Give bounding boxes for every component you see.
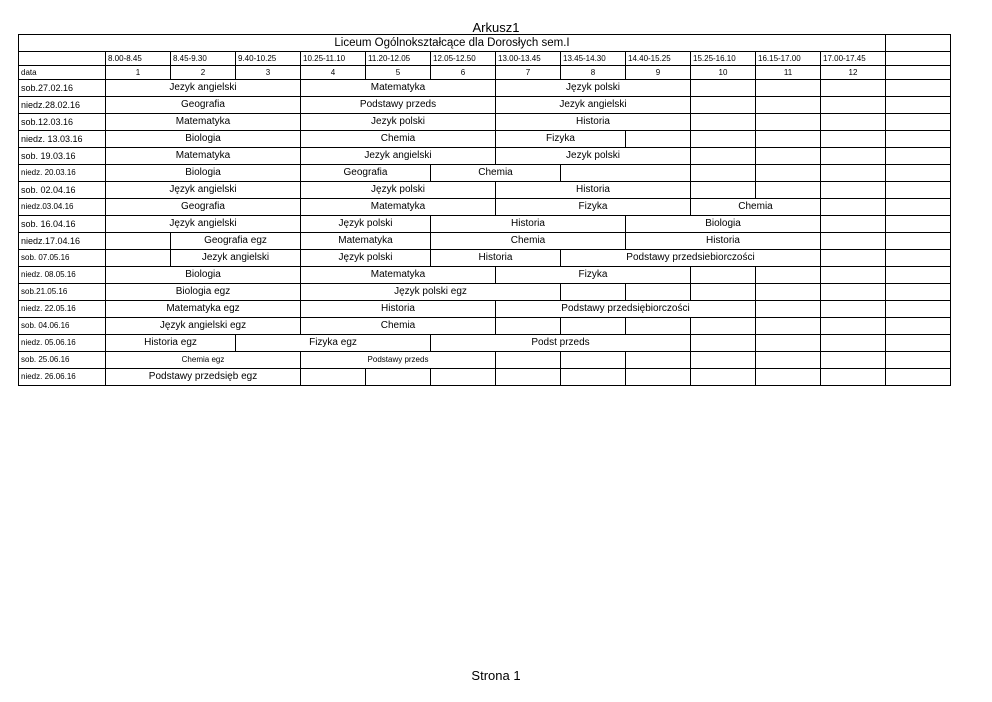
empty-cell [756,114,821,131]
empty-cell [561,318,626,335]
title-row [19,35,951,52]
empty-cell [496,352,561,369]
empty-cell [886,165,951,182]
time-slot: 10.25-11.10 [301,52,366,66]
subject-cell: Historia [431,250,561,267]
date-cell: niedz. 22.05.16 [19,301,106,318]
empty-cell [886,233,951,250]
table-row [19,114,951,131]
subject-cell: Jezyk polski [301,114,496,131]
empty-cell [886,199,951,216]
subject-cell: Jezyk polski [496,148,691,165]
table-row [19,131,951,148]
date-cell: sob. 19.03.16 [19,148,106,165]
subject-cell: Język polski [301,216,431,233]
empty-cell [626,131,691,148]
table-row [19,97,951,114]
date-cell: sob. 25.06.16 [19,352,106,369]
empty-cell [886,114,951,131]
subject-cell: Biologia egz [106,284,301,301]
table-title: Liceum Ogólnokształcące dla Dorosłych sem.I [19,35,886,52]
subject-cell: Jezyk angielski [106,80,301,97]
subject-cell: Język polski [496,80,691,97]
lesson-number: 9 [626,66,691,80]
subject-cell: Fizyka egz [236,335,431,352]
subject-cell: Biologia [106,131,301,148]
table-row [19,352,951,369]
date-cell: niedz. 13.03.16 [19,131,106,148]
empty-cell [886,250,951,267]
subject-cell: Język polski [301,250,431,267]
time-slot: 15.25-16.10 [691,52,756,66]
empty-cell [886,267,951,284]
subject-cell: Historia [496,182,691,199]
date-cell: niedz. 20.03.16 [19,165,106,182]
empty-cell [886,182,951,199]
date-cell: niedz.03.04.16 [19,199,106,216]
empty-cell [821,335,886,352]
empty-cell [756,165,821,182]
date-header: data [19,66,106,80]
subject-cell: Chemia [301,318,496,335]
table-row [19,216,951,233]
lesson-number: 12 [821,66,886,80]
table-row [19,148,951,165]
empty-cell [691,267,756,284]
subject-cell: Matematyka [301,80,496,97]
empty-cell [821,216,886,233]
date-cell: sob.21.05.16 [19,284,106,301]
subject-cell: Geografia [106,97,301,114]
empty-cell [756,148,821,165]
lesson-number: 10 [691,66,756,80]
time-slot: 14.40-15.25 [626,52,691,66]
table-row [19,233,951,250]
empty-cell [561,284,626,301]
time-slot: 13.00-13.45 [496,52,561,66]
sheet-name: Arkusz1 [472,20,520,35]
lesson-number: 3 [236,66,301,80]
lesson-number: 11 [756,66,821,80]
date-cell: sob.27.02.16 [19,80,106,97]
empty-cell [691,165,756,182]
subject-cell: Język angielski [106,182,301,199]
empty-cell [886,131,951,148]
empty-cell [756,80,821,97]
empty-cell [691,352,756,369]
page-footer: Strona 1 [471,668,521,683]
empty-cell [496,318,561,335]
subject-cell: Podstawy przeds [301,352,496,369]
empty-cell [756,182,821,199]
subject-cell: Biologia [626,216,821,233]
subject-cell: Historia [626,233,821,250]
empty-cell [886,335,951,352]
subject-cell: Matematyka [301,267,496,284]
table-row [19,301,951,318]
date-cell: sob. 04.06.16 [19,318,106,335]
subject-cell: Chemia [691,199,821,216]
subject-cell: Chemia [431,233,626,250]
table-row [19,182,951,199]
subject-cell: Matematyka [106,148,301,165]
subject-cell: Matematyka [301,199,496,216]
empty-cell [496,369,561,386]
empty-cell [821,369,886,386]
subject-cell: Historia egz [106,335,236,352]
date-cell: sob. 07.05.16 [19,250,106,267]
subject-cell: Historia [431,216,626,233]
empty-cell [756,301,821,318]
table-row [19,369,951,386]
lesson-number: 7 [496,66,561,80]
empty-cell [431,369,496,386]
empty-cell [756,97,821,114]
empty-cell [821,352,886,369]
empty-cell [886,66,951,80]
time-slot: 9.40-10.25 [236,52,301,66]
subject-cell: Geografia [301,165,431,182]
subject-cell: Jezyk angielski [301,148,496,165]
table-row [19,267,951,284]
subject-cell: Chemia [431,165,561,182]
subject-cell: Biologia [106,165,301,182]
time-slot: 12.05-12.50 [431,52,496,66]
empty-cell [756,318,821,335]
empty-cell [821,148,886,165]
date-cell: niedz.17.04.16 [19,233,106,250]
subject-cell: Podstawy przeds [301,97,496,114]
empty-cell [691,284,756,301]
lesson-number: 5 [366,66,431,80]
time-slot: 17.00-17.45 [821,52,886,66]
subject-cell: Biologia [106,267,301,284]
empty-cell [821,80,886,97]
empty-cell [756,369,821,386]
empty-cell [756,131,821,148]
empty-cell [821,97,886,114]
empty-cell [106,233,171,250]
empty-cell [886,284,951,301]
subject-cell: Fizyka [496,199,691,216]
time-slot: 13.45-14.30 [561,52,626,66]
table-row [19,250,951,267]
table-row [19,165,951,182]
time-slot-row [19,52,951,66]
subject-cell: Język angielski [106,216,301,233]
empty-cell [626,369,691,386]
empty-cell [821,267,886,284]
empty-cell [821,131,886,148]
table-row [19,80,951,97]
empty-cell [821,165,886,182]
subject-cell: Podst przeds [431,335,691,352]
empty-cell [691,335,756,352]
empty-cell [821,233,886,250]
date-cell: niedz.28.02.16 [19,97,106,114]
subject-cell: Matematyka [301,233,431,250]
empty-cell [821,199,886,216]
lesson-number: 4 [301,66,366,80]
empty-cell [821,318,886,335]
subject-cell: Jezyk angielski [496,97,691,114]
empty-cell [561,165,691,182]
empty-cell [886,216,951,233]
subject-cell: Język polski egz [301,284,561,301]
subject-cell: Podstawy przedsiębiorczości [496,301,756,318]
empty-cell [691,182,756,199]
subject-cell: Geografia egz [171,233,301,250]
subject-cell: Język angielski egz [106,318,301,335]
lesson-number: 2 [171,66,236,80]
empty-cell [561,369,626,386]
empty-cell [886,369,951,386]
empty-cell [886,148,951,165]
lesson-number: 6 [431,66,496,80]
empty-cell [821,182,886,199]
date-cell: niedz. 05.06.16 [19,335,106,352]
subject-cell: Podstawy przedsiebiorczości [561,250,821,267]
date-cell: sob.12.03.16 [19,114,106,131]
empty-cell [366,369,431,386]
empty-cell [561,352,626,369]
empty-cell [626,284,691,301]
subject-cell: Chemia egz [106,352,301,369]
empty-cell [19,52,106,66]
empty-cell [301,369,366,386]
date-cell: niedz. 26.06.16 [19,369,106,386]
time-slot: 16.15-17.00 [756,52,821,66]
empty-cell [886,35,951,52]
time-slot: 8.00-8.45 [106,52,171,66]
time-slot: 8.45-9.30 [171,52,236,66]
empty-cell [626,318,691,335]
table-row [19,284,951,301]
subject-cell: Chemia [301,131,496,148]
lesson-number-row [19,66,951,80]
empty-cell [886,301,951,318]
subject-cell: Matematyka egz [106,301,301,318]
time-slot: 11.20-12.05 [366,52,431,66]
empty-cell [626,352,691,369]
table-row [19,318,951,335]
lesson-number: 8 [561,66,626,80]
empty-cell [886,52,951,66]
empty-cell [756,352,821,369]
date-cell: sob. 16.04.16 [19,216,106,233]
empty-cell [106,250,171,267]
subject-cell: Historia [301,301,496,318]
date-cell: sob. 02.04.16 [19,182,106,199]
empty-cell [691,148,756,165]
table-row [19,199,951,216]
empty-cell [886,97,951,114]
subject-cell: Geografia [106,199,301,216]
empty-cell [691,114,756,131]
empty-cell [821,250,886,267]
empty-cell [886,80,951,97]
empty-cell [756,335,821,352]
subject-cell: Matematyka [106,114,301,131]
empty-cell [821,284,886,301]
empty-cell [821,301,886,318]
empty-cell [691,369,756,386]
empty-cell [821,114,886,131]
empty-cell [691,318,756,335]
empty-cell [886,318,951,335]
empty-cell [756,267,821,284]
timetable [18,34,951,386]
empty-cell [886,352,951,369]
empty-cell [691,131,756,148]
date-cell: niedz. 08.05.16 [19,267,106,284]
subject-cell: Jezyk angielski [171,250,301,267]
lesson-number: 1 [106,66,171,80]
empty-cell [691,80,756,97]
subject-cell: Fizyka [496,267,691,284]
subject-cell: Historia [496,114,691,131]
subject-cell: Podstawy przedsięb egz [106,369,301,386]
table-row [19,335,951,352]
empty-cell [756,284,821,301]
empty-cell [691,97,756,114]
subject-cell: Język polski [301,182,496,199]
subject-cell: Fizyka [496,131,626,148]
